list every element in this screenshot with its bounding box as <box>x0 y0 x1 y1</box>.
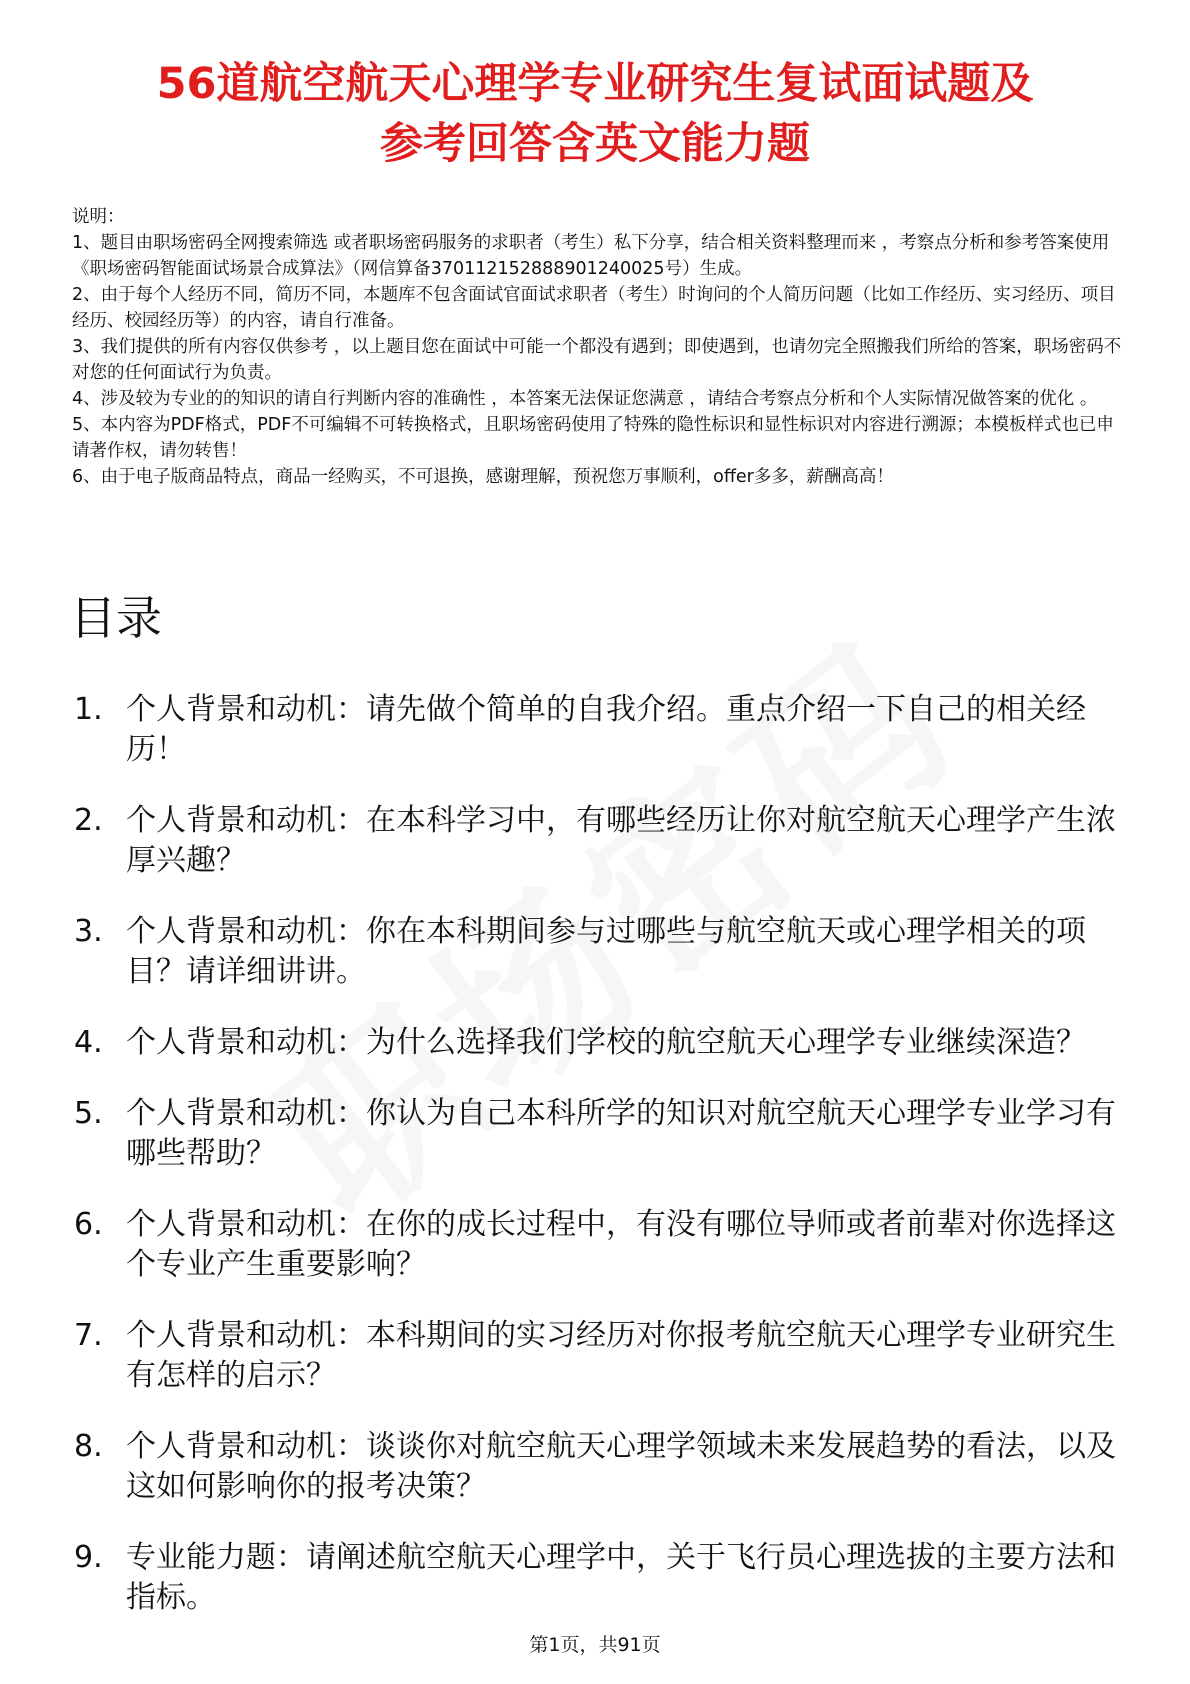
toc-item-text: 个人背景和动机：在本科学习中，有哪些经历让你对航空航天心理学产生浓厚兴趣？ <box>126 803 1116 878</box>
toc-item[interactable] <box>72 1427 1132 1507</box>
document-title-line-2: 参考回答含英文能力题 <box>380 119 810 169</box>
notes-item: 4、涉及较为专业的的知识的请自行判断内容的准确性 ，本答案无法保证您满意 ，请结合考察点分析和个人实际情况做答案的优化 。 <box>72 389 1098 409</box>
toc-item[interactable] <box>72 912 1132 992</box>
toc-item-text: 个人背景和动机：在你的成长过程中，有没有哪位导师或者前辈对你选择这个专业产生重要影响？ <box>126 1207 1116 1282</box>
document-title <box>60 54 1130 174</box>
page-footer <box>0 1632 1190 1658</box>
notes-item: 5、本内容为PDF格式，PDF不可编辑不可转换格式，且职场密码使用了特殊的隐性标识和显性标识对内容进行溯源；本模板样式也已申请著作权，请勿转售！ <box>72 415 1114 461</box>
toc-item-text: 个人背景和动机：谈谈你对航空航天心理学领域未来发展趋势的看法，以及这如何影响你的报考决策？ <box>126 1429 1116 1504</box>
toc-item[interactable] <box>72 1205 1132 1285</box>
toc-item-number: 7. <box>74 1318 103 1353</box>
toc-item-number: 4. <box>74 1025 103 1060</box>
toc-item-number: 9. <box>74 1540 103 1575</box>
toc-item[interactable] <box>72 690 1132 770</box>
toc-item-number: 8. <box>74 1429 103 1464</box>
toc-heading: 目录 <box>70 591 162 645</box>
toc-item-number: 6. <box>74 1207 103 1242</box>
toc-item-number: 3. <box>74 914 103 949</box>
toc-item-text: 个人背景和动机：你在本科期间参与过哪些与航空航天或心理学相关的项目？请详细讲讲。 <box>126 914 1086 989</box>
notes-item: 1、题目由职场密码全网搜索筛选 或者职场密码服务的求职者（考生）私下分享，结合相关资料整理而来 ，考察点分析和参考答案使用《职场密码智能面试场景合成算法》（网信算备370112152888901240025号）生成。 <box>72 233 1110 279</box>
notes-section <box>72 204 1122 490</box>
toc-item-text: 个人背景和动机：请先做个简单的自我介绍。重点介绍一下自己的相关经历！ <box>126 692 1086 767</box>
toc-item-text: 个人背景和动机：本科期间的实习经历对你报考航空航天心理学专业研究生有怎样的启示？ <box>126 1318 1116 1393</box>
toc-item[interactable] <box>72 1023 1132 1063</box>
page-number: 第1页，共91页 <box>529 1634 661 1656</box>
toc-list <box>72 690 1132 1649</box>
toc-item[interactable] <box>72 1538 1132 1618</box>
toc-item[interactable] <box>72 801 1132 881</box>
notes-item: 2、由于每个人经历不同，简历不同，本题库不包含面试官面试求职者（考生）时询问的个人简历问题（比如工作经历、实习经历、项目经历、校园经历等）的内容，请自行准备。 <box>72 285 1116 331</box>
document-title-line-1: 56道航空航天心理学专业研究生复试面试题及 <box>156 59 1034 109</box>
toc-item-number: 5. <box>74 1096 103 1131</box>
toc-item-text: 个人背景和动机：你认为自己本科所学的知识对航空航天心理学专业学习有哪些帮助？ <box>126 1096 1116 1171</box>
notes-heading: 说明： <box>72 207 125 227</box>
toc-item[interactable] <box>72 1316 1132 1396</box>
toc-item-number: 2. <box>74 803 103 838</box>
notes-item: 3、我们提供的所有内容仅供参考 ，以上题目您在面试中可能一个都没有遇到；即使遇到，也请勿完全照搬我们所给的答案，职场密码不对您的任何面试行为负责。 <box>72 337 1122 383</box>
toc-item-text: 专业能力题：请阐述航空航天心理学中，关于飞行员心理选拔的主要方法和指标。 <box>126 1540 1116 1615</box>
toc-item[interactable] <box>72 1094 1132 1174</box>
toc-item-text: 个人背景和动机：为什么选择我们学校的航空航天心理学专业继续深造？ <box>126 1025 1086 1060</box>
notes-item: 6、由于电子版商品特点，商品一经购买，不可退换，感谢理解，预祝您万事顺利，offer多多，薪酬高高！ <box>72 467 894 487</box>
toc-item-number: 1. <box>74 692 103 727</box>
